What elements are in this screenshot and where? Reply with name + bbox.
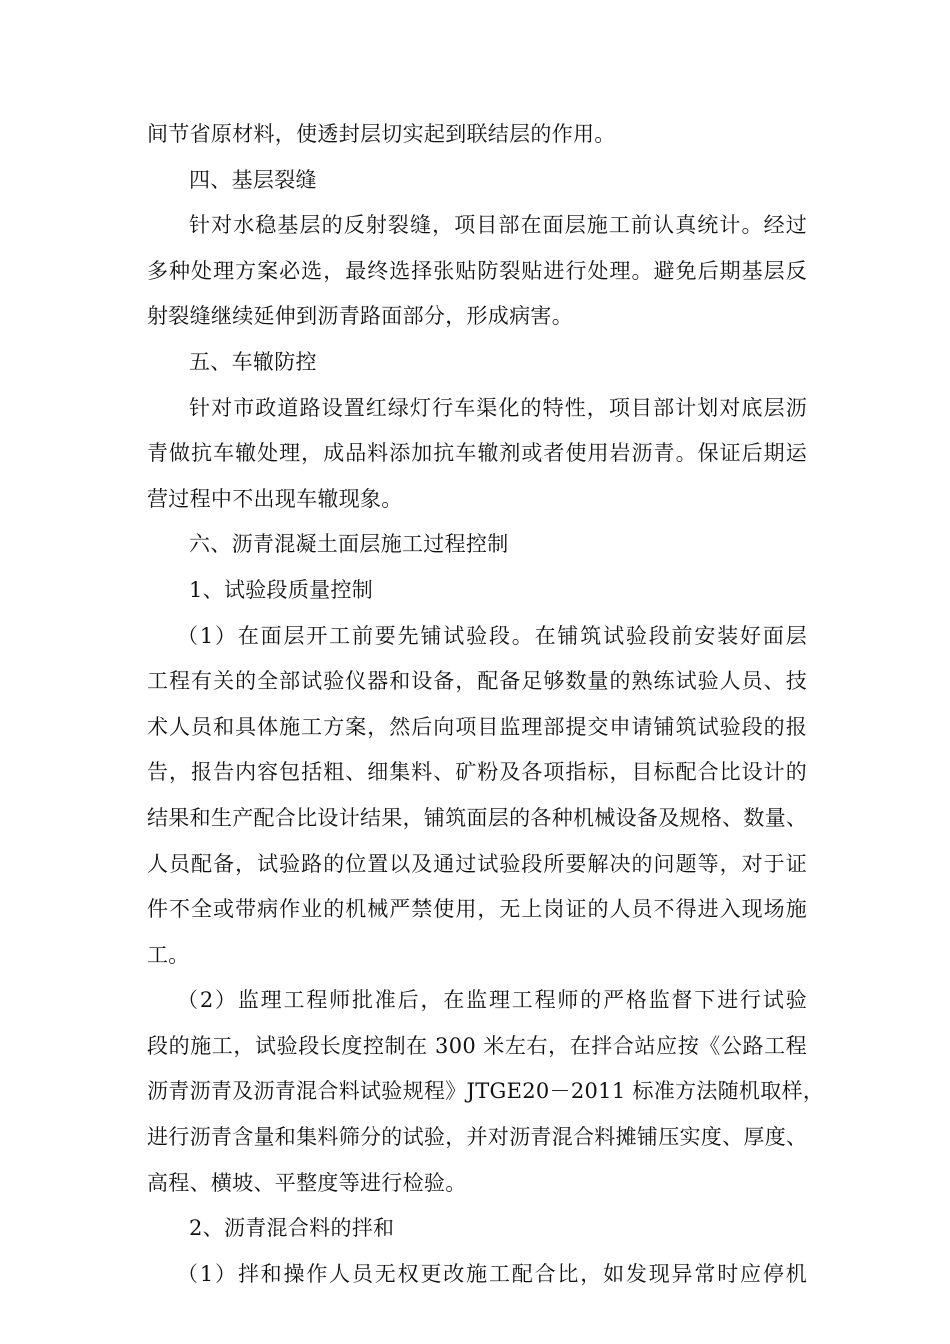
text-line: 高程、横坡、平整度等进行检验。 [147,1170,467,1195]
text-line: 青做抗车辙处理，成品料添加抗车辙剂或者使用岩沥青。保证后期运 [147,441,807,466]
text-line: 1、试验段质量控制 [189,577,374,602]
text-line: 工程有关的全部试验仪器和设备，配备足够数量的熟练试验人员、技 [147,669,807,694]
text-line: 段的施工，试验段长度控制在 300 米左右，在拌合站应按《公路工程 [147,1033,807,1058]
text-line: 射裂缝继续延伸到沥青路面部分，形成病害。 [147,304,573,329]
text-line: 针对市政道路设置红绿灯行车渠化的特性，项目部计划对底层沥 [189,395,807,420]
text-line: 术人员和具体施工方案，然后向项目监理部提交申请铺筑试验段的报 [147,714,807,739]
text-line: 人员配备，试验路的位置以及通过试验段所要解决的问题等，对于证 [147,851,807,876]
text-line: 件不全或带病作业的机械严禁使用，无上岗证的人员不得进入现场施 [147,897,807,922]
text-line: 间节省原材料，使透封层切实起到联结层的作用。 [147,122,616,146]
text-line: 告，报告内容包括粗、细集料、矿粉及各项指标，目标配合比设计的 [147,760,807,785]
text-line: 六、沥青混凝土面层施工过程控制 [189,532,509,557]
text-line: 进行沥青含量和集料筛分的试验，并对沥青混合料摊铺压实度、厚度、 [147,1125,808,1150]
text-line: 多种处理方案必选，最终选择张贴防裂贴进行处理。避免后期基层反 [147,258,807,283]
document-body [147,112,825,1297]
text-line: （1）拌和操作人员无权更改施工配合比，如发现异常时应停机 [177,1261,807,1286]
text-line: 营过程中不出现车辙现象。 [147,486,403,511]
text-line: 针对水稳基层的反射裂缝，项目部在面层施工前认真统计。经过 [189,213,807,238]
text-line: 结果和生产配合比设计结果，铺筑面层的各种机械设备及规格、数量、 [147,805,808,830]
text-line: （2）监理工程师批准后，在监理工程师的严格监督下进行试验 [177,988,807,1013]
text-line: （1）在面层开工前要先铺试验段。在铺筑试验段前安装好面层 [177,623,807,648]
text-line: 五、车辙防控 [189,349,317,374]
text-line: 四、基层裂缝 [189,167,317,192]
text-line: 2、沥青混合料的拌和 [189,1216,395,1241]
text-line: 沥青沥青及沥青混合料试验规程》JTGE20－2011 标准方法随机取样， [147,1079,825,1104]
text-line: 工。 [147,942,190,967]
